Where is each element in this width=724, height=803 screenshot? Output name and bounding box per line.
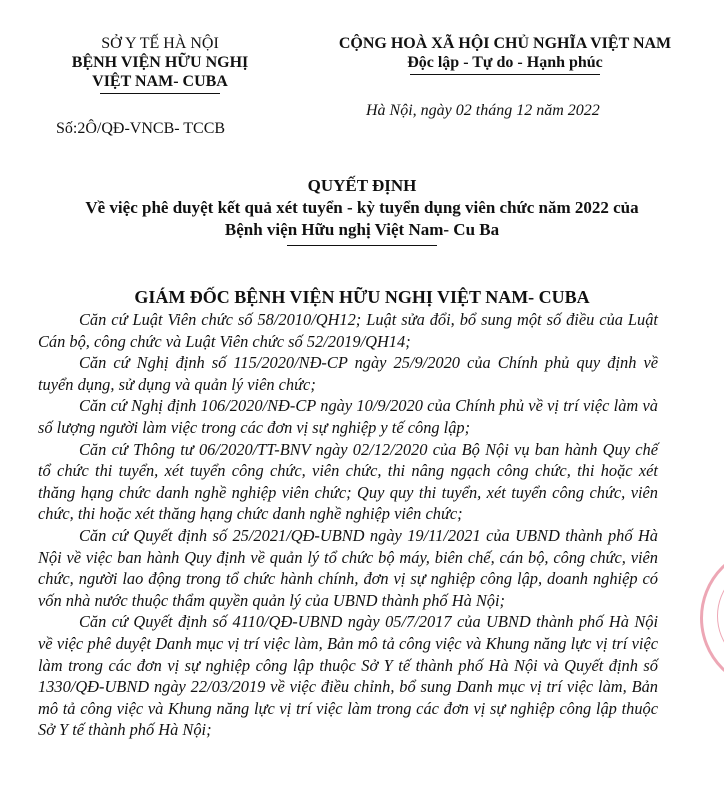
official-seal — [700, 545, 724, 691]
agency-underline — [100, 93, 220, 94]
official-seal-inner-ring — [717, 562, 724, 670]
decision-subject-line2: Bệnh viện Hữu nghị Việt Nam- Cu Ba — [224, 220, 500, 239]
document-number: Số:2Ô/QĐ-VNCB- TCCB — [56, 120, 226, 137]
agency-header — [40, 34, 280, 94]
issuer-title: GIÁM ĐỐC BỆNH VIỆN HỮU NGHỊ VIỆT NAM- CUBA — [134, 287, 590, 307]
legal-basis-paragraph: Căn cứ Nghị định 106/2020/NĐ-CP ngày 10/9/2020 của Chính phủ về vị trí việc làm và số lượng người làm việc trong các đơn vị sự nghiệp y tế công lập; — [38, 396, 658, 437]
motto-underline — [410, 74, 600, 75]
national-header — [285, 34, 724, 75]
decision-title-block — [0, 175, 724, 246]
legal-basis-paragraph: Căn cứ Luật Viên chức số 58/2010/QH12; Luật sửa đổi, bổ sung một số điều của Luật Cán bộ, công chức và Luật Viên chức số 52/2019/QH14; — [38, 310, 658, 351]
decision-heading: QUYẾT ĐỊNH — [307, 176, 417, 195]
legal-basis-paragraph: Căn cứ Nghị định số 115/2020/NĐ-CP ngày 25/9/2020 của Chính phủ quy định về tuyển dụng, sử dụng và quản lý viên chức; — [38, 353, 658, 394]
legal-basis-paragraph: Căn cứ Quyết định số 4110/QĐ-UBND ngày 05/7/2017 của UBND thành phố Hà Nội về việc phê duyệt Danh mục vị trí việc làm, Bản mô tả công việc và Khung năng lực vị trí việc làm trong các đơn vị sự nghiệp công lập thuộc Sở Y tế thành phố Hà Nội và Quyết định số 1330/QĐ-UBND ngày 22/03/2019 về việc điều chỉnh, bổ sung Danh mục vị trí việc làm, Bản mô tả công việc và Khung năng lực vị trí việc làm trong các đơn vị sự nghiệp công lập thuộc Sở Y tế thành phố Hà Nội; — [38, 612, 658, 740]
issue-date: Hà Nội, ngày 02 tháng 12 năm 2022 — [366, 102, 600, 119]
legal-basis-paragraph: Căn cứ Quyết định số 25/2021/QĐ-UBND ngày 19/11/2021 của UBND thành phố Hà Nội về việc ban hành Quy định về quản lý tổ chức bộ máy, biên chế, cán bộ, công chức, viên chức, người lao động trong tổ chức hành chính, đơn vị sự nghiệp công lập, doanh nghiệp có vốn nhà nước thuộc thẩm quyền quản lý của UBND thành phố Hà Nội; — [38, 525, 658, 610]
legal-basis-section — [38, 309, 658, 741]
parent-agency: SỞ Y TẾ HÀ NỘI — [101, 35, 219, 52]
decision-subject-line1: Về việc phê duyệt kết quả xét tuyển - kỳ tuyển dụng viên chức năm 2022 của — [85, 198, 639, 217]
national-title: CỘNG HOÀ XÃ HỘI CHỦ NGHĨA VIỆT NAM — [338, 35, 672, 52]
legal-basis-paragraph: Căn cứ Thông tư 06/2020/TT-BNV ngày 02/12/2020 của Bộ Nội vụ ban hành Quy chế tổ chức thi tuyển, xét tuyển công chức, viên chức, thi nâng ngạch công chức, thi hoặc xét thăng hạng chức danh nghề nghiệp viên chức; Quy quy thi tuyển, xét tuyển công chức, viên chức, thi hoặc xét thăng hạng chức danh nghề nghiệp viên chức; — [38, 439, 658, 524]
national-motto: Độc lập - Tự do - Hạnh phúc — [407, 54, 603, 71]
hospital-name-line2: VIỆT NAM- CUBA — [92, 73, 228, 90]
title-underline — [287, 245, 437, 246]
hospital-name-line1: BỆNH VIỆN HỮU NGHỊ — [71, 54, 249, 71]
